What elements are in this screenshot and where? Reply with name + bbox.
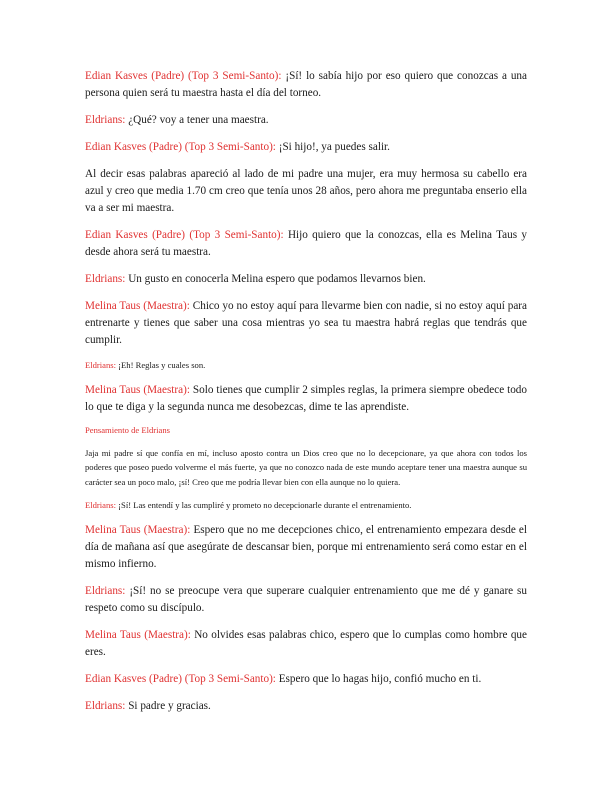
dialogue-text: ¡Sí! no se preocupe vera que superare cualquier entrenamiento que me dé y ganare su respeto como su discípulo. (85, 584, 527, 614)
dialogue-paragraph (85, 358, 527, 373)
dialogue-paragraph (85, 112, 527, 129)
dialogue-text: Un gusto en conocerla Melina espero que podamos llevarnos bien. (125, 273, 426, 285)
dialogue-paragraph (85, 583, 527, 617)
dialogue-paragraph (85, 498, 527, 513)
dialogue-paragraph (85, 382, 527, 416)
speaker-name: Melina Taus (Maestra): (85, 523, 191, 536)
speaker-name: Eldrians: (85, 273, 126, 285)
narration-paragraph (85, 446, 527, 490)
dialogue-text: ¡Sí! lo sabía hijo por eso quiero que conozcas a una persona quien será tu maestra hasta el día del torneo. (85, 70, 527, 99)
dialogue-paragraph (85, 698, 527, 715)
dialogue-text: Si padre y gracias. (125, 699, 211, 712)
dialogue-text: ¡Eh! Reglas y cuales son. (116, 360, 206, 370)
dialogue-paragraph (85, 271, 527, 288)
speaker-name: Edian Kasves (Padre) (Top 3 Semi-Santo): (85, 229, 284, 241)
dialogue-text: ¿Qué? voy a tener una maestra. (125, 114, 269, 126)
dialogue-text: Solo tienes que cumplir 2 simples reglas, la primera siempre obedece todo lo que te diga y la segunda nunca me desobezcas, dime te las aprendiste. (85, 383, 527, 413)
section-heading: Pensamiento de Eldrians (85, 424, 170, 435)
speaker-name: Melina Taus (Maestra): (85, 300, 190, 312)
dialogue-text: ¡Si hijo!, ya puedes salir. (275, 141, 390, 153)
dialogue-text: Espero que lo hagas hijo, confió mucho en ti. (275, 672, 482, 685)
dialogue-paragraph (85, 671, 527, 688)
dialogue-text: Espero que no me decepciones chico, el entrenamiento empezara desde el día de mañana así que asegúrate de descansar bien, porque mi entrenamiento será como estar en el mismo infierno. (85, 523, 527, 570)
document-body (85, 68, 527, 715)
dialogue-paragraph (85, 627, 527, 661)
speaker-name: Edian Kasves (Padre) (Top 3 Semi-Santo): (85, 141, 276, 153)
dialogue-paragraph (85, 139, 527, 156)
dialogue-paragraph (85, 522, 527, 573)
speaker-name: Eldrians: (85, 114, 126, 126)
speaker-name: Eldrians: (85, 360, 117, 370)
speaker-name: Eldrians: (85, 699, 126, 712)
speaker-name: Melina Taus (Maestra): (85, 628, 191, 641)
speaker-name: Melina Taus (Maestra): (85, 383, 190, 396)
dialogue-paragraph (85, 68, 527, 102)
speaker-name: Eldrians: (85, 584, 126, 597)
narration-paragraph (85, 166, 527, 217)
dialogue-text: ¡Sí! Las entendí y las cumpliré y prometo no decepcionarle durante el entrenamiento. (116, 500, 412, 510)
speaker-name: Edian Kasves (Padre) (Top 3 Semi-Santo): (85, 70, 282, 82)
speaker-name: Eldrians: (85, 500, 117, 510)
dialogue-text: Hijo quiero que la conozcas, ella es Melina Taus y desde ahora será tu maestra. (85, 229, 527, 258)
narration-text: Jaja mi padre sí que confía en mí, incluso aposto contra un Dios creo que no lo decepcionare, ya que ahora con todos los poderes que poseo puedo volverme el más fuerte, ya que no conozco nada de este mundo aceptare tener una maestra aunque su carácter sea un poco malo, ¡sí! Creo que me podría llevar bien con ella aunque no lo quiera. (85, 447, 527, 487)
speaker-name: Edian Kasves (Padre) (Top 3 Semi-Santo): (85, 672, 276, 685)
dialogue-text: No olvides esas palabras chico, espero que lo cumplas como hombre que eres. (85, 628, 527, 658)
narration-text: Al decir esas palabras apareció al lado de mi padre una mujer, era muy hermosa su cabello era azul y creo que media 1.70 cm creo que tenía unos 28 años, pero ahora me preguntaba enserio ella va a ser mi maestra. (85, 168, 527, 214)
dialogue-paragraph (85, 298, 527, 349)
dialogue-paragraph (85, 227, 527, 261)
dialogue-text: Chico yo no estoy aquí para llevarme bien con nadie, si no estoy aquí para entrenarte y tienes que saber una cosa mientras yo sea tu maestra habrá reglas que tendrás que cumplir. (85, 300, 527, 346)
